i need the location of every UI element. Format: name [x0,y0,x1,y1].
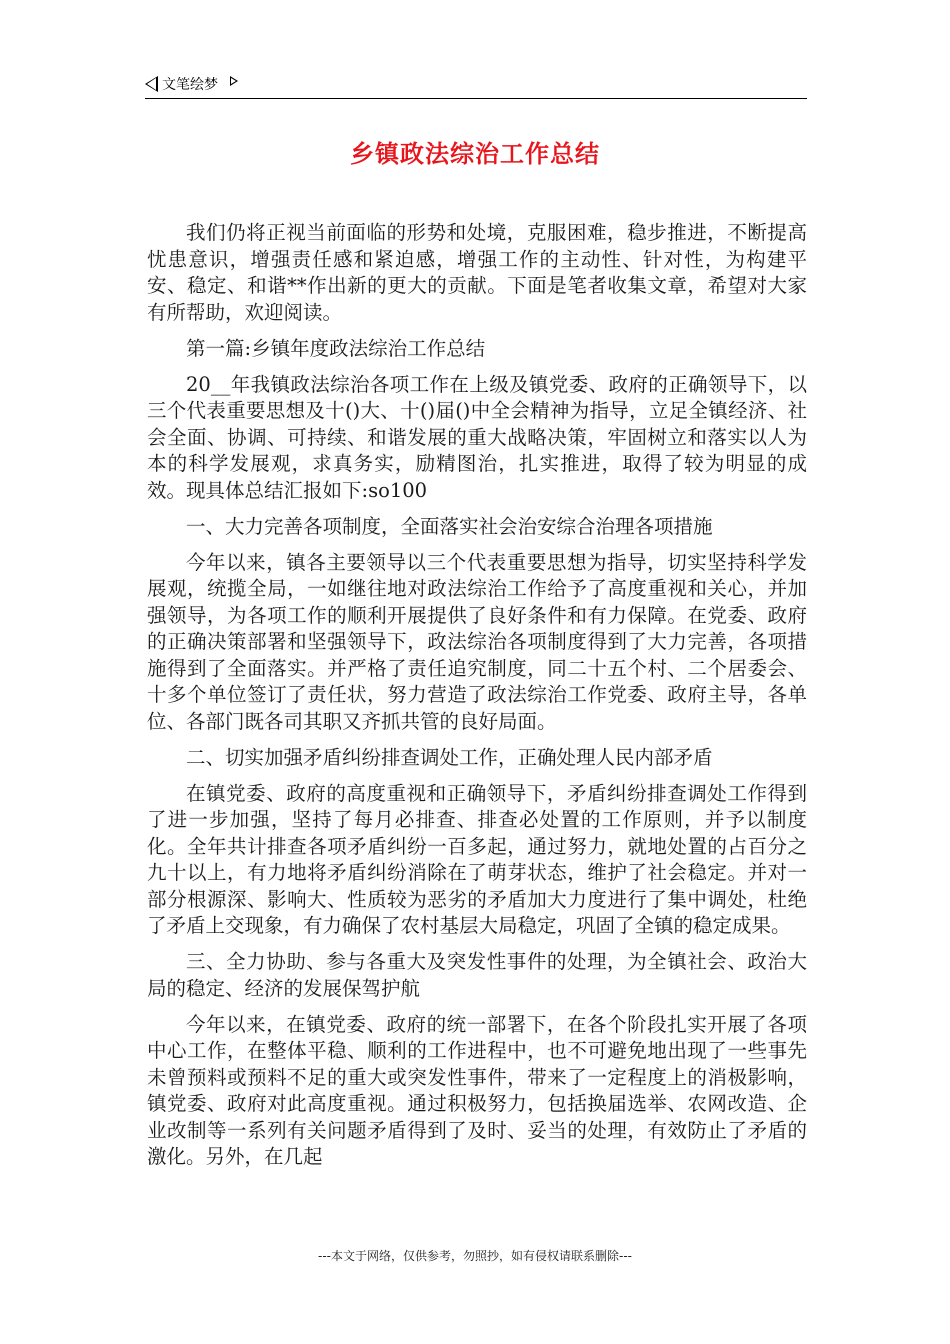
triangle-left-icon [145,76,158,92]
header-brand-text: 文笔绘梦 [162,77,218,93]
paragraph-heading-1: 一、大力完善各项制度，全面落实社会治安综合治理各项措施 [186,514,713,538]
paragraph-overview: 20__年我镇政法综治各项工作在上级及镇党委、政府的正确领导下，以三个代表重要思想及十()大、十()届()中全会精神为指导，立足全镇经济、社会全面、协调、可持续、和谐发展的重大战略决策，牢固树立和落实以人为本的科学发展观，求真务实，励精图治，扎实推进，取得了较为明显的成效。现具体总结汇报如下:so100 [147,372,807,502]
paragraph-heading-3: 三、全力协助、参与各重大及突发性事件的处理，为全镇社会、政治大局的稳定、经济的发展保驾护航 [147,950,807,1000]
paragraph-body-1: 今年以来，镇各主要领导以三个代表重要思想为指导，切实坚持科学发展观，统揽全局，一如继往地对政法综治工作给予了高度重视和关心，并加强领导，为各项工作的顺利开展提供了良好条件和有力保障。在党委、政府的正确决策部署和坚强领导下，政法综治各项制度得到了大力完善，各项措施得到了全面落实。并严格了责任追究制度，同二十五个村、二个居委会、十多个单位签订了责任状，努力营造了政法综治工作党委、政府主导，各单位、各部门既各司其职又齐抓共管的良好局面。 [147,550,807,733]
paragraph-body-3: 今年以来，在镇党委、政府的统一部署下，在各个阶段扎实开展了各项中心工作，在整体平稳、顺利的工作进程中，也不可避免地出现了一些事先未曾预料或预料不足的重大或突发性事件，带来了一定程度上的消极影响，镇党委、政府对此高度重视。通过积极努力，包括换届选举、农网改造、企业改制等一系列有关问题矛盾得到了及时、妥当的处理，有效防止了矛盾的激化。另外，在几起 [147,1012,807,1168]
page-header [145,70,807,99]
paragraph-heading-2: 二、切实加强矛盾纠纷排查调处工作，正确处理人民内部矛盾 [186,745,713,769]
page-footer-notice: ---本文于网络，仅供参考，勿照抄，如有侵权请联系删除--- [318,1249,632,1263]
paragraph-body-2: 在镇党委、政府的高度重视和正确领导下，矛盾纠纷排查调处工作得到了进一步加强，坚持了每月必排查、排查必处置的工作原则，并予以制度化。全年共计排查各项矛盾纠纷一百多起，通过努力，就地处置的占百分之九十以上，有力地将矛盾纠纷消除在了萌芽状态，维护了社会稳定。并对一部分根源深、影响大、性质较为恶劣的矛盾加大力度进行了集中调处，杜绝了矛盾上交现象，有力确保了农村基层大局稳定，巩固了全镇的稳定成果。 [147,781,807,937]
document-body [147,220,807,1180]
triangle-right-icon [230,76,238,86]
paragraph-intro: 我们仍将正视当前面临的形势和处境，克服困难，稳步推进，不断提高忧患意识，增强责任感和紧迫感，增强工作的主动性、针对性，为构建平安、稳定、和谐**作出新的更大的贡献。下面是笔者收集文章，希望对大家有所帮助，欢迎阅读。 [147,221,807,324]
header-brand [145,74,238,94]
document-title: 乡镇政法综治工作总结 [350,140,600,168]
paragraph-section-title: 第一篇:乡镇年度政法综治工作总结 [186,336,486,360]
